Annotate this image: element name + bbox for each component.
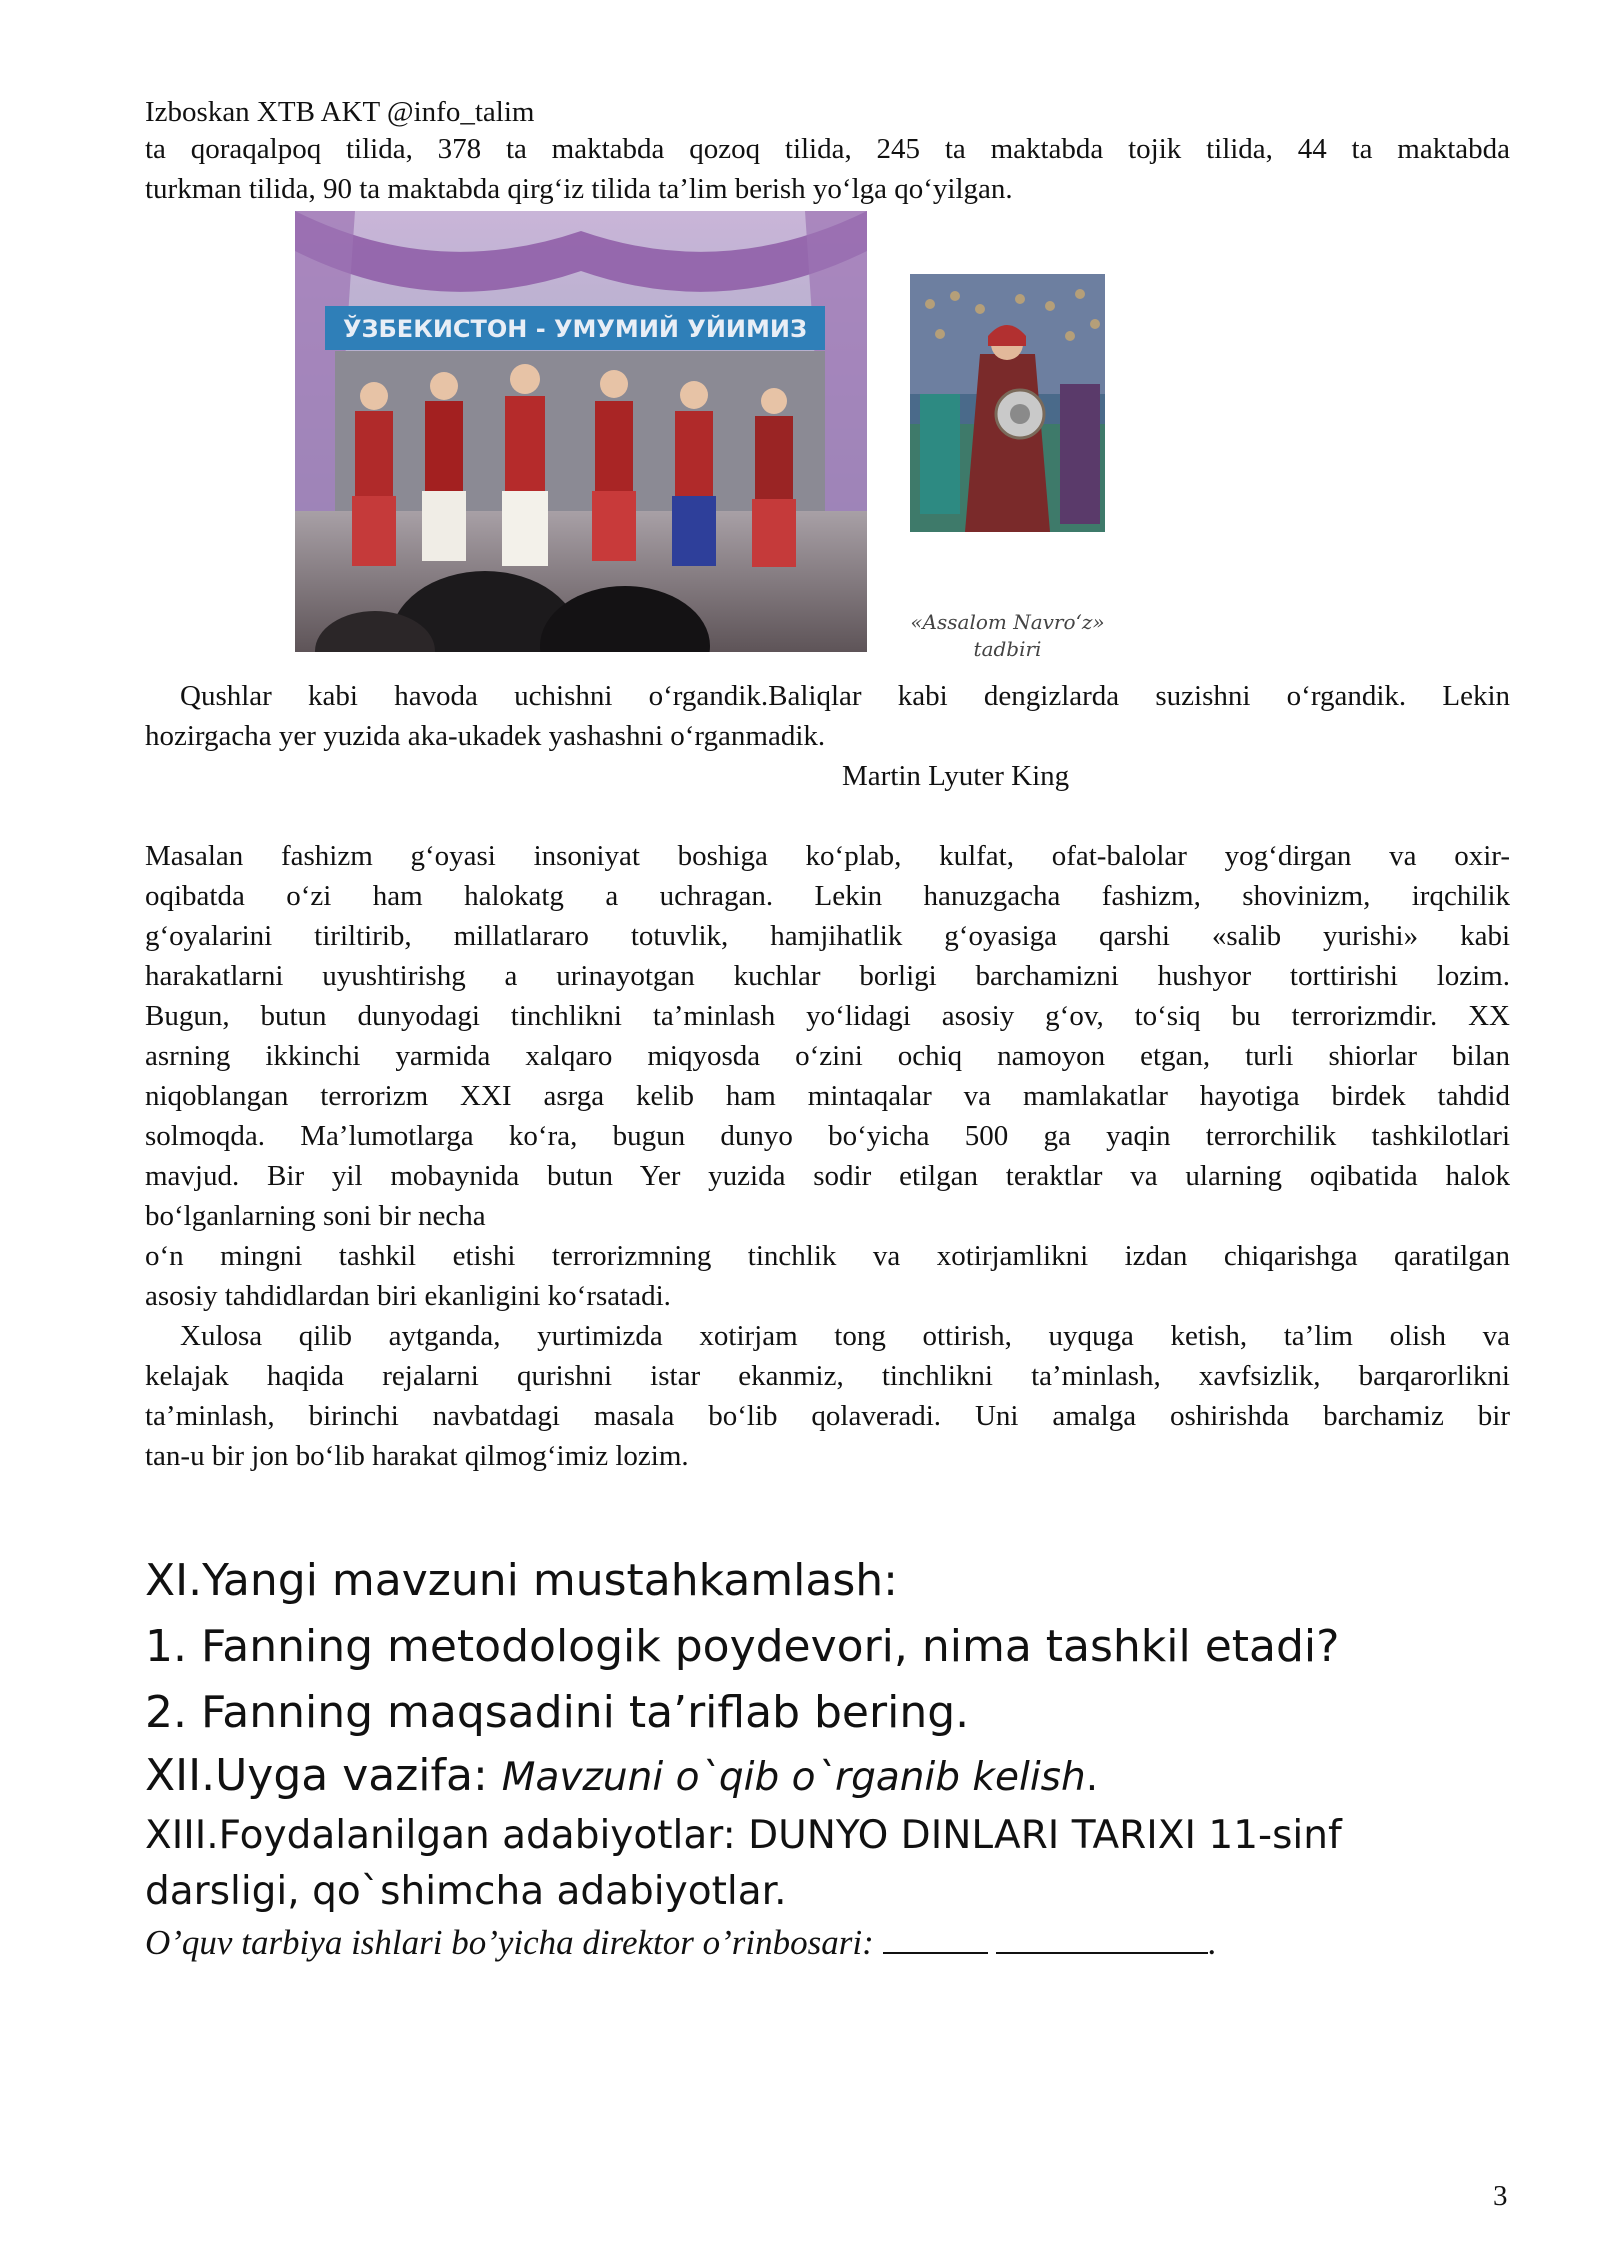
question-1: 1. Fanning metodologik poydevori, nima tashkil etadi? [145,1621,1340,1672]
festival-stage-photo [295,211,867,652]
signature-period: . [1208,1923,1218,1962]
quote-line-2: hozirgacha yer yuzida aka-ukadek yashashni o‘rganmadik. [145,720,826,752]
section-13-references-line-2: darsligi, qo`shimcha adabiyotlar. [145,1869,787,1914]
body-line: solmoqda. Ma’lumotlarga ko‘ra, bugun dunyo bo‘yicha 500 ga yaqin terrorchilik tashkilotlari [145,1120,1510,1152]
body-line: Masalan fashizm g‘oyasi insoniyat boshiga ko‘plab, kulfat, ofat-balolar yog‘dirgan va oxir- [145,840,1510,872]
body-line: asosiy tahdidlardan biri ekanligini ko‘rsatadi. [145,1280,671,1312]
body-line: harakatlarni uyushtirishg a urinayotgan kuchlar borligi barchamizni hushyor torttirishi lozim. [145,960,1510,992]
document-page [145,95,1510,1966]
signature-label: O’quv tarbiya ishlari bo’yicha direktor o’rinbosari: [145,1923,883,1962]
caption-line-1: «Assalom Navro‘z» [910,610,1105,634]
body-line: mavjud. Bir yil mobaynida butun Yer yuzida sodir etilgan teraktlar va ularning oqibatida halok [145,1160,1510,1192]
body-line: asrning ikkinchi yarmida xalqaro miqyosda o‘zini ochiq namoyon etgan, turli shiorlar bilan [145,1040,1510,1072]
page-number: 3 [1493,2180,1508,2212]
photo-row [145,211,1510,676]
homework-period: . [1085,1755,1099,1800]
signature-line [145,1920,1510,1966]
document-header: Izboskan XTB AKT @info_talim [145,96,535,128]
homework-task: Mavzuni o`qib o`rganib kelish [501,1755,1086,1800]
quote-line-1: Qushlar kabi havoda uchishni o‘rgandik.Baliqlar kabi dengizlarda suzishni o‘rgandik. Lekin [180,680,1510,712]
body-line: g‘oyalarini tiriltirib, millatlararo totuvlik, hamjihatlik g‘oyasiga qarshi «salib yurishi» kabi [145,920,1510,952]
body-line: kelajak haqida rejalarni qurishni istar ekanmiz, tinchlikni ta’minlash, xavfsizlik, barqarorlikni [145,1360,1510,1392]
body-line: Bugun, butun dunyodagi tinchlikni ta’minlash yo‘lidagi asosiy g‘ov, to‘siq bu terrorizmdir. XX [145,1000,1510,1032]
caption-line-2: tadbiri [973,637,1042,661]
intro-line-1: ta qoraqalpoq tilida, 378 ta maktabda qozoq tilida, 245 ta maktabda tojik tilida, 44 ta maktabda [145,133,1510,165]
intro-line-2: turkman tilida, 90 ta maktabda qirg‘iz tilida ta’lim berish yo‘lga qo‘yilgan. [145,173,1013,205]
body-paragraph-2 [145,1236,1510,1316]
homework-label: XII.Uyga vazifa: [145,1750,502,1801]
body-paragraph-3 [145,1316,1510,1476]
section-12-homework [145,1746,1510,1808]
body-line: niqoblangan terrorizm XXI asrga kelib ham mintaqalar va mamlakatlar hayotiga birdek tahdid [145,1080,1510,1112]
photo-caption [910,609,1105,663]
body-line: bo‘lganlarning soni bir necha [145,1200,486,1232]
body-line: o‘n mingni tashkil etishi terrorizmning tinchlik va xotirjamlikni izdan chiqarishga qaratilgan [145,1240,1510,1272]
body-paragraph-1 [145,836,1510,1236]
body-line: Xulosa qilib aytganda, yurtimizda xotirjam tong ottirish, uyquga ketish, ta’lim olish va [180,1320,1510,1352]
signature-blank-long [996,1920,1208,1954]
body-line: ta’minlash, birinchi navbatdagi masala bo‘lib qolaveradi. Uni amalga oshirishda barchamiz bir [145,1400,1510,1432]
signature-blank-short [883,1920,988,1954]
body-line: tan-u bir jon bo‘lib harakat qilmog‘imiz lozim. [145,1440,689,1472]
banner-text: ЎЗБЕКИСТОН - УМУМИЙ УЙИМИЗ [342,315,808,343]
section-13-references-line-1: XIII.Foydalanilgan adabiyotlar: DUNYO DINLARI TARIXI 11-sinf [145,1813,1342,1858]
navruz-event-photo [910,274,1105,532]
quote-author: Martin Lyuter King [842,760,1070,792]
body-line: oqibatda o‘zi ham halokatg a uchragan. Lekin hanuzgacha fashizm, shovinizm, irqchilik [145,880,1510,912]
question-2: 2. Fanning maqsadini ta’riflab bering. [145,1687,970,1738]
section-11-heading: XI.Yangi mavzuni mustahkamlash: [145,1555,898,1606]
